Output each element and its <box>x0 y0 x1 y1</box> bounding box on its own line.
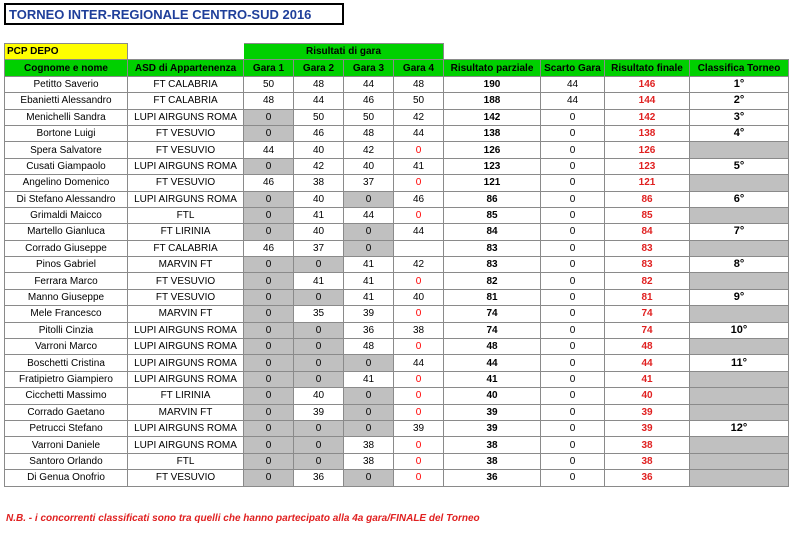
club-name: FTL <box>128 207 244 223</box>
competitor-name: Cicchetti Massimo <box>5 388 128 404</box>
table-row <box>5 240 789 256</box>
gara-1-score: 0 <box>244 339 294 355</box>
gara-4-score: 44 <box>394 224 444 240</box>
tournament-rank <box>690 388 789 404</box>
tournament-rank <box>690 404 789 420</box>
tournament-rank: 6° <box>690 191 789 207</box>
gara-4-score <box>394 240 444 256</box>
gara-4-score: 42 <box>394 109 444 125</box>
gara-2-score: 41 <box>294 207 344 223</box>
final-result: 126 <box>605 142 690 158</box>
gara-1-score: 0 <box>244 453 294 469</box>
tournament-rank: 12° <box>690 420 789 436</box>
gara-1-score: 0 <box>244 322 294 338</box>
table-row <box>5 322 789 338</box>
gara-2-score: 36 <box>294 470 344 486</box>
table-row <box>5 355 789 371</box>
discard-score: 0 <box>541 224 605 240</box>
gara-1-score: 44 <box>244 142 294 158</box>
tournament-rank <box>690 142 789 158</box>
gara-3-score: 42 <box>344 142 394 158</box>
table-row <box>5 158 789 174</box>
gara-2-score: 0 <box>294 453 344 469</box>
final-result: 144 <box>605 93 690 109</box>
tournament-rank <box>690 470 789 486</box>
gara-2-score: 0 <box>294 289 344 305</box>
competitor-name: Cusati Giampaolo <box>5 158 128 174</box>
competitor-name: Varroni Marco <box>5 339 128 355</box>
gara-4-score: 44 <box>394 355 444 371</box>
tournament-rank: 2° <box>690 93 789 109</box>
tournament-rank: 8° <box>690 257 789 273</box>
final-result: 36 <box>605 470 690 486</box>
gara-4-score: 0 <box>394 273 444 289</box>
gara-3-score: 41 <box>344 273 394 289</box>
competitor-name: Ferrara Marco <box>5 273 128 289</box>
gara-2-score: 44 <box>294 93 344 109</box>
partial-result: 74 <box>444 306 541 322</box>
tournament-rank <box>690 306 789 322</box>
discard-score: 0 <box>541 420 605 436</box>
gara-2-score: 41 <box>294 273 344 289</box>
final-result: 121 <box>605 175 690 191</box>
gara-2-score: 0 <box>294 257 344 273</box>
table-row <box>5 289 789 305</box>
competitor-name: Di Genua Onofrio <box>5 470 128 486</box>
gara-2-score: 0 <box>294 322 344 338</box>
gara-2-score: 42 <box>294 158 344 174</box>
gara-3-score: 50 <box>344 109 394 125</box>
final-result: 41 <box>605 371 690 387</box>
gara-1-score: 0 <box>244 420 294 436</box>
competitor-name: Petrucci Stefano <box>5 420 128 436</box>
tournament-rank <box>690 175 789 191</box>
gara-4-score: 44 <box>394 125 444 141</box>
gara-2-score: 40 <box>294 388 344 404</box>
header-partial: Risultato parziale <box>444 60 541 76</box>
tournament-rank <box>690 437 789 453</box>
discard-score: 0 <box>541 207 605 223</box>
competitor-name: Pitolli Cinzia <box>5 322 128 338</box>
club-name: FT LIRINIA <box>128 224 244 240</box>
header-name: Cognome e nome <box>5 60 128 76</box>
tournament-rank: 10° <box>690 322 789 338</box>
gara-2-score: 38 <box>294 175 344 191</box>
header-gara-1: Gara 1 <box>244 60 294 76</box>
discard-score: 0 <box>541 470 605 486</box>
competitor-name: Petitto Saverio <box>5 76 128 92</box>
gara-4-score: 39 <box>394 420 444 436</box>
club-name: LUPI AIRGUNS ROMA <box>128 191 244 207</box>
club-name: LUPI AIRGUNS ROMA <box>128 109 244 125</box>
final-result: 123 <box>605 158 690 174</box>
discard-score: 0 <box>541 240 605 256</box>
gara-1-score: 0 <box>244 125 294 141</box>
table-row <box>5 404 789 420</box>
gara-3-score: 0 <box>344 420 394 436</box>
header-gara-4: Gara 4 <box>394 60 444 76</box>
gara-4-score: 0 <box>394 404 444 420</box>
gara-3-score: 48 <box>344 125 394 141</box>
partial-result: 82 <box>444 273 541 289</box>
competitor-name: Boschetti Cristina <box>5 355 128 371</box>
gara-4-score: 38 <box>394 322 444 338</box>
club-name: LUPI AIRGUNS ROMA <box>128 158 244 174</box>
tournament-rank <box>690 240 789 256</box>
tournament-rank: 4° <box>690 125 789 141</box>
table-row <box>5 93 789 109</box>
gara-2-score: 40 <box>294 224 344 240</box>
gara-1-score: 0 <box>244 273 294 289</box>
gara-2-score: 48 <box>294 76 344 92</box>
gara-4-score: 0 <box>394 207 444 223</box>
club-name: FT VESUVIO <box>128 273 244 289</box>
discard-score: 0 <box>541 437 605 453</box>
table-row <box>5 191 789 207</box>
table-row <box>5 273 789 289</box>
competitor-name: Grimaldi Maicco <box>5 207 128 223</box>
gara-1-score: 50 <box>244 76 294 92</box>
partial-result: 44 <box>444 355 541 371</box>
gara-1-score: 0 <box>244 207 294 223</box>
tournament-rank <box>690 371 789 387</box>
table-row <box>5 207 789 223</box>
partial-result: 74 <box>444 322 541 338</box>
tournament-rank: 9° <box>690 289 789 305</box>
header-club: ASD di Appartenenza <box>128 60 244 76</box>
competitor-name: Mele Francesco <box>5 306 128 322</box>
gara-3-score: 0 <box>344 388 394 404</box>
gara-1-score: 0 <box>244 224 294 240</box>
gara-3-score: 48 <box>344 339 394 355</box>
gara-1-score: 46 <box>244 175 294 191</box>
gara-3-score: 44 <box>344 207 394 223</box>
header-row <box>5 60 789 76</box>
partial-result: 86 <box>444 191 541 207</box>
gara-1-score: 0 <box>244 470 294 486</box>
partial-result: 123 <box>444 158 541 174</box>
tournament-rank: 1° <box>690 76 789 92</box>
partial-result: 41 <box>444 371 541 387</box>
table-row <box>5 339 789 355</box>
gara-2-score: 0 <box>294 371 344 387</box>
discard-score: 0 <box>541 273 605 289</box>
table-row <box>5 306 789 322</box>
table-row <box>5 109 789 125</box>
partial-result: 138 <box>444 125 541 141</box>
club-name: LUPI AIRGUNS ROMA <box>128 355 244 371</box>
final-result: 81 <box>605 289 690 305</box>
competitor-name: Angelino Domenico <box>5 175 128 191</box>
gara-1-score: 0 <box>244 289 294 305</box>
discard-score: 0 <box>541 142 605 158</box>
table-row <box>5 257 789 273</box>
club-name: MARVIN FT <box>128 306 244 322</box>
gara-3-score: 41 <box>344 257 394 273</box>
gara-4-score: 42 <box>394 257 444 273</box>
gara-1-score: 0 <box>244 388 294 404</box>
partial-result: 84 <box>444 224 541 240</box>
final-result: 84 <box>605 224 690 240</box>
partial-result: 39 <box>444 404 541 420</box>
competitor-name: Varroni Daniele <box>5 437 128 453</box>
gara-3-score: 46 <box>344 93 394 109</box>
table-row <box>5 437 789 453</box>
partial-result: 190 <box>444 76 541 92</box>
gara-2-score: 40 <box>294 191 344 207</box>
competitor-name: Ebanietti Alessandro <box>5 93 128 109</box>
discard-score: 0 <box>541 306 605 322</box>
header-rank: Classifica Torneo <box>690 60 789 76</box>
gara-1-score: 48 <box>244 93 294 109</box>
gara-2-score: 0 <box>294 420 344 436</box>
gara-4-score: 46 <box>394 191 444 207</box>
partial-result: 83 <box>444 257 541 273</box>
final-result: 48 <box>605 339 690 355</box>
results-table <box>4 43 789 487</box>
competitor-name: Spera Salvatore <box>5 142 128 158</box>
gara-2-score: 40 <box>294 142 344 158</box>
gara-3-score: 40 <box>344 158 394 174</box>
tournament-rank: 5° <box>690 158 789 174</box>
partial-result: 121 <box>444 175 541 191</box>
discard-score: 0 <box>541 289 605 305</box>
partial-result: 126 <box>444 142 541 158</box>
tournament-rank <box>690 453 789 469</box>
gara-3-score: 0 <box>344 355 394 371</box>
tournament-rank <box>690 207 789 223</box>
gara-2-score: 39 <box>294 404 344 420</box>
table-row <box>5 224 789 240</box>
gara-4-score: 0 <box>394 470 444 486</box>
discard-score: 0 <box>541 109 605 125</box>
discard-score: 0 <box>541 322 605 338</box>
competitor-name: Corrado Gaetano <box>5 404 128 420</box>
discard-score: 44 <box>541 93 605 109</box>
gara-4-score: 41 <box>394 158 444 174</box>
gara-3-score: 38 <box>344 453 394 469</box>
discard-score: 0 <box>541 339 605 355</box>
competitor-name: Di Stefano Alessandro <box>5 191 128 207</box>
final-result: 38 <box>605 437 690 453</box>
gara-3-score: 37 <box>344 175 394 191</box>
partial-result: 83 <box>444 240 541 256</box>
discard-score: 0 <box>541 191 605 207</box>
gara-4-score: 0 <box>394 453 444 469</box>
title-box <box>4 3 344 25</box>
gara-2-score: 35 <box>294 306 344 322</box>
tournament-rank <box>690 273 789 289</box>
table-row <box>5 420 789 436</box>
gara-4-score: 40 <box>394 289 444 305</box>
gara-4-score: 0 <box>394 175 444 191</box>
discard-score: 0 <box>541 175 605 191</box>
category-label: PCP DEPO <box>5 44 128 60</box>
club-name: LUPI AIRGUNS ROMA <box>128 322 244 338</box>
club-name: FT CALABRIA <box>128 93 244 109</box>
table-row <box>5 371 789 387</box>
club-name: FTL <box>128 453 244 469</box>
table-row <box>5 142 789 158</box>
final-result: 83 <box>605 240 690 256</box>
gara-2-score: 37 <box>294 240 344 256</box>
gara-2-score: 0 <box>294 437 344 453</box>
table-row <box>5 388 789 404</box>
final-result: 40 <box>605 388 690 404</box>
gara-1-score: 0 <box>244 404 294 420</box>
table-row <box>5 175 789 191</box>
category-row <box>5 44 789 60</box>
group-header: Risultati di gara <box>244 44 444 60</box>
final-result: 38 <box>605 453 690 469</box>
final-result: 39 <box>605 404 690 420</box>
final-result: 83 <box>605 257 690 273</box>
discard-score: 0 <box>541 158 605 174</box>
gara-2-score: 0 <box>294 355 344 371</box>
gara-3-score: 0 <box>344 191 394 207</box>
gara-4-score: 0 <box>394 339 444 355</box>
gara-3-score: 36 <box>344 322 394 338</box>
footnote: N.B. - i concorrenti classificati sono tra quelli che hanno partecipato alla 4a gara/FINALE del Torneo <box>6 513 480 524</box>
competitor-name: Santoro Orlando <box>5 453 128 469</box>
partial-result: 38 <box>444 453 541 469</box>
club-name: MARVIN FT <box>128 404 244 420</box>
gara-4-score: 50 <box>394 93 444 109</box>
final-result: 146 <box>605 76 690 92</box>
gara-4-score: 0 <box>394 437 444 453</box>
discard-score: 0 <box>541 371 605 387</box>
final-result: 82 <box>605 273 690 289</box>
club-name: MARVIN FT <box>128 257 244 273</box>
tournament-rank <box>690 339 789 355</box>
final-result: 138 <box>605 125 690 141</box>
gara-3-score: 44 <box>344 76 394 92</box>
tournament-rank: 3° <box>690 109 789 125</box>
gara-1-score: 0 <box>244 257 294 273</box>
header-gara-2: Gara 2 <box>294 60 344 76</box>
gara-1-score: 0 <box>244 437 294 453</box>
discard-score: 44 <box>541 76 605 92</box>
partial-result: 40 <box>444 388 541 404</box>
club-name: FT VESUVIO <box>128 125 244 141</box>
table-row <box>5 125 789 141</box>
page-title: TORNEO INTER-REGIONALE CENTRO-SUD 2016 <box>9 7 312 22</box>
gara-4-score: 0 <box>394 142 444 158</box>
tournament-rank: 11° <box>690 355 789 371</box>
header-gara-3: Gara 3 <box>344 60 394 76</box>
table-row <box>5 470 789 486</box>
gara-2-score: 0 <box>294 339 344 355</box>
gara-3-score: 0 <box>344 224 394 240</box>
club-name: LUPI AIRGUNS ROMA <box>128 437 244 453</box>
header-final: Risultato finale <box>605 60 690 76</box>
final-result: 74 <box>605 322 690 338</box>
gara-3-score: 41 <box>344 371 394 387</box>
club-name: LUPI AIRGUNS ROMA <box>128 371 244 387</box>
club-name: FT VESUVIO <box>128 142 244 158</box>
gara-1-score: 0 <box>244 306 294 322</box>
club-name: FT VESUVIO <box>128 470 244 486</box>
gara-3-score: 41 <box>344 289 394 305</box>
gara-3-score: 38 <box>344 437 394 453</box>
final-result: 44 <box>605 355 690 371</box>
discard-score: 0 <box>541 355 605 371</box>
table-row <box>5 453 789 469</box>
gara-3-score: 39 <box>344 306 394 322</box>
partial-result: 142 <box>444 109 541 125</box>
header-discard: Scarto Gara <box>541 60 605 76</box>
partial-result: 38 <box>444 437 541 453</box>
discard-score: 0 <box>541 404 605 420</box>
club-name: FT LIRINIA <box>128 388 244 404</box>
club-name: LUPI AIRGUNS ROMA <box>128 420 244 436</box>
final-result: 86 <box>605 191 690 207</box>
club-name: FT CALABRIA <box>128 240 244 256</box>
final-result: 74 <box>605 306 690 322</box>
partial-result: 81 <box>444 289 541 305</box>
partial-result: 85 <box>444 207 541 223</box>
club-name: FT VESUVIO <box>128 175 244 191</box>
final-result: 85 <box>605 207 690 223</box>
gara-1-score: 0 <box>244 191 294 207</box>
discard-score: 0 <box>541 453 605 469</box>
competitor-name: Martello Gianluca <box>5 224 128 240</box>
gara-3-score: 0 <box>344 470 394 486</box>
gara-1-score: 0 <box>244 158 294 174</box>
partial-result: 188 <box>444 93 541 109</box>
gara-2-score: 50 <box>294 109 344 125</box>
gara-1-score: 0 <box>244 355 294 371</box>
competitor-name: Menichelli Sandra <box>5 109 128 125</box>
gara-2-score: 46 <box>294 125 344 141</box>
partial-result: 36 <box>444 470 541 486</box>
discard-score: 0 <box>541 257 605 273</box>
club-name: FT VESUVIO <box>128 289 244 305</box>
gara-4-score: 0 <box>394 306 444 322</box>
competitor-name: Corrado Giuseppe <box>5 240 128 256</box>
gara-4-score: 0 <box>394 388 444 404</box>
tournament-rank: 7° <box>690 224 789 240</box>
competitor-name: Pinos Gabriel <box>5 257 128 273</box>
gara-3-score: 0 <box>344 240 394 256</box>
discard-score: 0 <box>541 388 605 404</box>
partial-result: 48 <box>444 339 541 355</box>
competitor-name: Manno Giuseppe <box>5 289 128 305</box>
final-result: 142 <box>605 109 690 125</box>
discard-score: 0 <box>541 125 605 141</box>
gara-1-score: 0 <box>244 109 294 125</box>
club-name: FT CALABRIA <box>128 76 244 92</box>
gara-1-score: 46 <box>244 240 294 256</box>
gara-4-score: 48 <box>394 76 444 92</box>
gara-3-score: 0 <box>344 404 394 420</box>
gara-1-score: 0 <box>244 371 294 387</box>
competitor-name: Fratipietro Giampiero <box>5 371 128 387</box>
final-result: 39 <box>605 420 690 436</box>
club-name: LUPI AIRGUNS ROMA <box>128 339 244 355</box>
gara-4-score: 0 <box>394 371 444 387</box>
partial-result: 39 <box>444 420 541 436</box>
table-row <box>5 76 789 92</box>
competitor-name: Bortone Luigi <box>5 125 128 141</box>
